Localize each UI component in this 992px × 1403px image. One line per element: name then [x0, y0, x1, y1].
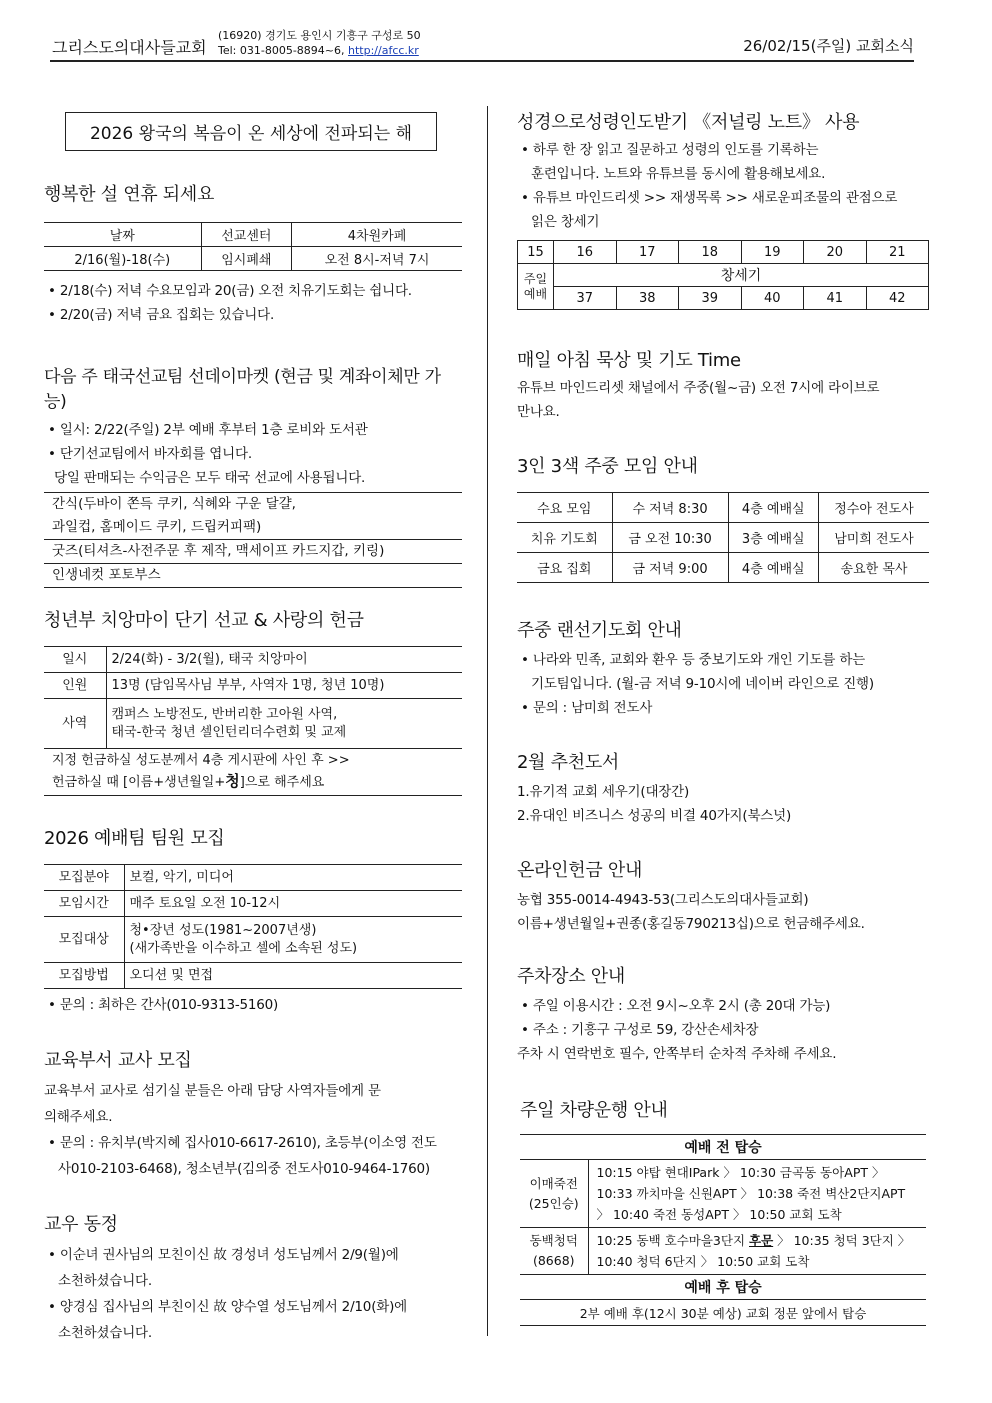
bullet-item: • 2/20(금) 저녁 금요 집회는 있습니다. — [48, 307, 275, 323]
worship-section — [44, 824, 462, 1017]
route-capacity: (8668) — [532, 1253, 575, 1268]
column-divider — [487, 106, 488, 1336]
row-value: 캠퍼스 노방전도, 반버리한 고아원 사역, — [111, 706, 338, 722]
news-section — [44, 1210, 462, 1346]
section-title: 주일 차량운행 안내 — [520, 1100, 668, 1121]
day-cell: 17 — [616, 241, 679, 264]
row-value: 매주 토요일 오전 10-12시 — [124, 891, 462, 917]
meeting-time: 금 오전 10:30 — [612, 523, 728, 553]
list-item: 간식(두바이 쫀득 쿠키, 식혜와 구운 달걀, — [44, 492, 462, 516]
text-line: 의해주세요. — [44, 1109, 113, 1125]
section-title: 다음 주 태국선교팀 선데이마켓 (현금 및 계좌이체만 가능) — [44, 367, 441, 412]
bullet-item: • 문의 : 남미희 전도사 — [521, 700, 653, 716]
day-cell: 15 — [518, 241, 554, 264]
route-name: 동백청덕 — [529, 1233, 578, 1248]
route-line: 10:33 까치마을 신원APT 〉 10:38 죽전 벽산2단지APT — [596, 1186, 906, 1201]
section-title: 성경으로성령인도받기 《저널링 노트》 사용 — [517, 112, 860, 133]
bullet-item: • 문의 : 유치부(박지혜 집사010-6617-2610), 초등부(이소영 전도 — [48, 1135, 437, 1151]
list-item: 1.유기적 교회 세우기(대장간) — [517, 784, 690, 800]
year-motto: 2026 왕국의 복음이 온 세상에 전파되는 해 — [65, 112, 437, 151]
meeting-place: 3층 예배실 — [728, 523, 818, 553]
day-cell: 19 — [741, 241, 804, 264]
meeting-leader: 남미희 전도사 — [818, 523, 929, 553]
route-line: 10:15 야탑 현대IPark 〉 10:30 금곡동 동아APT 〉 — [596, 1165, 885, 1180]
row-label: 일시 — [44, 647, 106, 673]
list-item: 굿즈(티셔츠-사전주문 후 제작, 맥세이프 카드지갑, 키링) — [44, 540, 462, 564]
row-value: 오디션 및 면접 — [124, 963, 462, 989]
text-line: 기도팀입니다. (월-금 저녁 9-10시에 네이버 라인으로 진행) — [531, 676, 874, 692]
row-label: 모집방법 — [44, 963, 124, 989]
online-offering-section — [517, 856, 929, 936]
after-service-info: 2부 예배 후(12시 30분 예상) 교회 정문 앞에서 탑승 — [520, 1300, 926, 1326]
before-service-header: 예배 전 탑승 — [520, 1135, 926, 1160]
row-label: 인원 — [44, 673, 106, 699]
row-value: 청•장년 성도(1981~2007년생) — [129, 922, 317, 938]
offering-note: 지정 헌금하실 성도분께서 4층 게시판에 사인 후 >> — [52, 753, 350, 768]
bullet-item: • 하루 한 장 읽고 질문하고 성령의 인도를 기록하는 — [521, 142, 819, 158]
row-label: 모집분야 — [44, 865, 124, 891]
youth-section — [44, 606, 462, 796]
online-prayer-section — [517, 616, 929, 720]
bullet-item: • 유튜브 마인드리셋 >> 재생목록 >> 새로운피조물의 관점으로 — [521, 190, 898, 206]
bullet-item: • 이순녀 권사님의 모친이신 故 경성녀 성도님께서 2/9(월)에 — [48, 1247, 399, 1263]
text-line: 이름+생년월일+권종(홍길동790213십)으로 헌금해주세요. — [517, 916, 865, 932]
section-title: 3인 3색 주중 모임 안내 — [517, 456, 698, 477]
bullet-item: • 단기선교팀에서 바자회를 엽니다. — [48, 446, 252, 462]
row-label: 모임시간 — [44, 891, 124, 917]
route-name: 이매죽전 — [529, 1175, 578, 1191]
text-line: 주차 시 연락번호 필수, 안쪽부터 순차적 주차해 주세요. — [517, 1046, 837, 1062]
reading-table — [517, 240, 929, 310]
phone: Tel: 031-8005-8894~6, — [218, 44, 345, 57]
meeting-place: 4층 예배실 — [728, 553, 818, 583]
section-title: 주차장소 안내 — [517, 966, 625, 987]
table-cell: 임시폐쇄 — [201, 247, 291, 271]
section-title: 온라인헌금 안내 — [517, 860, 643, 881]
section-title: 행복한 설 연휴 되세요 — [44, 184, 215, 205]
book-name: 창세기 — [554, 264, 929, 287]
day-cell: 20 — [804, 241, 867, 264]
chapter-cell: 42 — [866, 287, 929, 310]
table-header: 4차원카페 — [292, 223, 462, 247]
meeting-place: 4층 예배실 — [728, 493, 818, 523]
day-cell: 18 — [679, 241, 742, 264]
market-items — [44, 492, 462, 588]
bullet-item: • 문의 : 최하은 간사(010-9313-5160) — [48, 997, 279, 1013]
bullet-item: • 나라와 민족, 교회와 환우 등 중보기도와 개인 기도를 하는 — [521, 652, 866, 668]
list-item: 2.유대인 비즈니스 성공의 비결 40가지(북스넛) — [517, 808, 792, 824]
row-value: (새가족반을 이수하고 셀에 소속된 성도) — [129, 940, 358, 956]
route-capacity: (25인승) — [528, 1195, 579, 1211]
meeting-time: 수 저녁 8:30 — [612, 493, 728, 523]
row-value: 보컬, 악기, 미디어 — [124, 865, 462, 891]
day-cell: 21 — [866, 241, 929, 264]
meeting-section — [517, 452, 929, 583]
bullet-item: • 양경심 집사님의 부친이신 故 양수열 성도님께서 2/10(화)에 — [48, 1299, 408, 1315]
table-header: 선교센터 — [201, 223, 291, 247]
table-header: 날짜 — [44, 223, 201, 247]
row-label: 모집대상 — [44, 917, 124, 963]
meeting-leader: 정수아 전도사 — [818, 493, 929, 523]
chapter-cell: 37 — [554, 287, 617, 310]
table-cell: 2/16(월)-18(수) — [44, 247, 201, 271]
lunar-table — [44, 222, 462, 271]
youth-table — [44, 646, 462, 796]
books-section — [517, 748, 929, 828]
list-item: 인생네컷 포토부스 — [44, 564, 462, 588]
journal-section — [517, 108, 929, 310]
text-line: 당일 판매되는 수익금은 모두 태국 선교에 사용됩니다. — [54, 470, 366, 486]
section-title: 매일 아침 묵상 및 기도 Time — [517, 350, 741, 371]
chapter-cell: 41 — [804, 287, 867, 310]
bus-section — [520, 1096, 926, 1326]
route-line: 10:40 청덕 6단지 〉 10:50 교회 도착 — [596, 1254, 810, 1269]
section-title: 교우 동정 — [44, 1214, 118, 1235]
after-service-header: 예배 후 탑승 — [520, 1275, 926, 1300]
text-line: 읽은 창세기 — [531, 214, 600, 230]
text-line: 농협 355-0014-4943-53(그리스도의대사들교회) — [517, 892, 809, 908]
meeting-table — [517, 492, 929, 583]
chapter-cell: 38 — [616, 287, 679, 310]
bus-table — [520, 1134, 926, 1326]
teacher-section — [44, 1046, 462, 1182]
address-line: (16920) 경기도 용인시 기흥구 구성로 50 — [218, 29, 421, 42]
route-line: 〉 10:40 죽전 동성APT 〉 10:50 교회 도착 — [596, 1207, 842, 1222]
meeting-name: 치유 기도회 — [517, 523, 612, 553]
section-title: 청년부 치앙마이 단기 선교 & 사랑의 헌금 — [44, 610, 364, 631]
morning-section — [517, 346, 929, 424]
bulletin-date: 26/02/15(주일) 교회소식 — [743, 37, 914, 55]
section-title: 2026 예배팀 팀원 모집 — [44, 828, 225, 849]
text-line: 만나요. — [517, 404, 560, 420]
bullet-item: • 일시: 2/22(주일) 2부 예배 후부터 1층 로비와 도서관 — [48, 422, 368, 438]
church-name: 그리스도의대사들교회 — [52, 38, 207, 57]
row-value: 13명 (담임목사님 부부, 사역자 1명, 청년 10명) — [106, 673, 462, 699]
section-title: 2월 추천도서 — [517, 752, 620, 773]
meeting-name: 수요 모임 — [517, 493, 612, 523]
market-section — [44, 362, 462, 588]
church-address — [218, 28, 421, 58]
text-line: 훈련입니다. 노트와 유튜브를 동시에 활용해보세요. — [531, 166, 826, 182]
lunar-section — [44, 180, 462, 327]
bullet-item: • 주일 이용시간 : 오전 9시~오후 2시 (총 20대 가능) — [521, 998, 831, 1014]
page-header — [50, 24, 914, 62]
meeting-leader: 송요한 목사 — [818, 553, 929, 583]
list-item: 과일컵, 홈메이드 쿠키, 드립커피팩) — [44, 516, 462, 540]
section-title: 교육부서 교사 모집 — [44, 1050, 192, 1071]
worship-label: 주일 예배 — [518, 264, 554, 310]
day-cell: 16 — [554, 241, 617, 264]
table-cell: 오전 8시-저녁 7시 — [292, 247, 462, 271]
row-value: 태국-한국 청년 셀인턴리더수련회 및 교제 — [111, 724, 347, 740]
meeting-time: 금 저녁 9:00 — [612, 553, 728, 583]
offering-note: 헌금하실 때 [이름+생년월일+청]으로 해주세요 — [52, 772, 325, 790]
chapter-cell: 39 — [679, 287, 742, 310]
text-line: 사010-2103-6468), 청소년부(김의중 전도사010-9464-1760) — [58, 1161, 430, 1177]
parking-section — [517, 962, 929, 1066]
bullet-item: • 2/18(수) 저녁 수요모임과 20(금) 오전 치유기도회는 쉽니다. — [48, 283, 412, 299]
text-line: 유튜브 마인드리셋 채널에서 주중(월~금) 오전 7시에 라이브로 — [517, 380, 880, 396]
chapter-cell: 40 — [741, 287, 804, 310]
route-line: 10:25 동백 호수마을3단지 후문 〉 10:35 청덕 3단지 〉 — [596, 1233, 911, 1248]
text-line: 소천하셨습니다. — [58, 1273, 152, 1289]
row-value: 2/24(화) - 3/2(월), 태국 치앙마이 — [106, 647, 462, 673]
bullet-item: • 주소 : 기흥구 구성로 59, 강산손세차장 — [521, 1022, 759, 1038]
row-label: 사역 — [44, 699, 106, 749]
website-link[interactable]: http://afcc.kr — [348, 44, 419, 57]
meeting-name: 금요 집회 — [517, 553, 612, 583]
text-line: 교육부서 교사로 섬기실 분들은 아래 담당 사역자들에게 문 — [44, 1083, 381, 1099]
worship-table — [44, 864, 462, 989]
section-title: 주중 랜선기도회 안내 — [517, 620, 682, 641]
text-line: 소천하셨습니다. — [58, 1325, 152, 1341]
